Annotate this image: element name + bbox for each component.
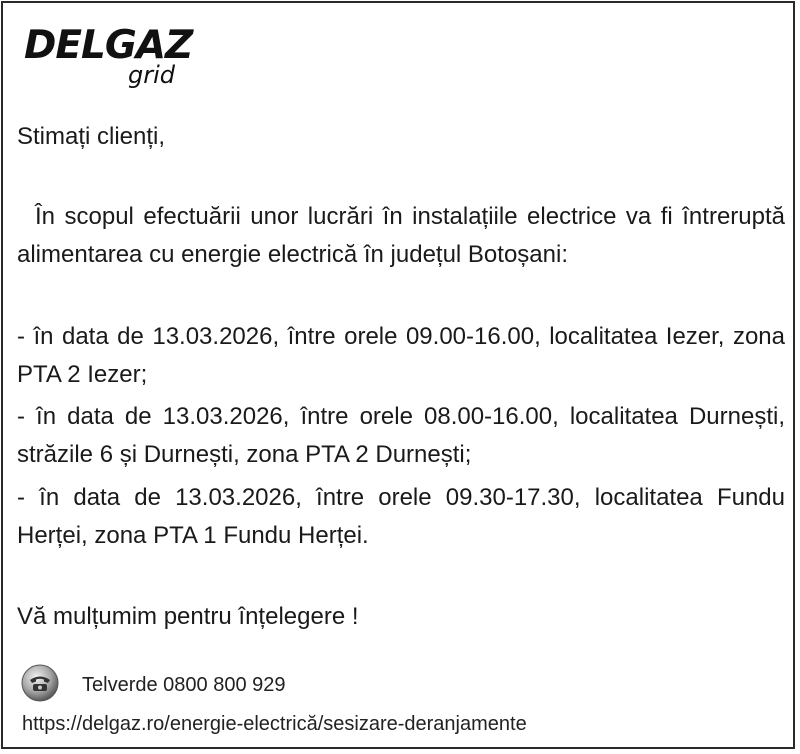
hotline-number: Telverde 0800 800 929 [82, 674, 286, 696]
delgaz-grid-logo [24, 23, 199, 96]
phone-icon [21, 664, 59, 702]
outage-item: - în data de 13.03.2026, între orele 09.30-17.30, localitatea Fundu Herței, zona PTA 1 Fundu Herței. [17, 484, 785, 549]
logo-subtitle: grid [128, 61, 176, 89]
outage-item: - în data de 13.03.2026, între orele 09.00-16.00, localitatea Iezer, zona PTA 2 Iezer; [17, 323, 785, 388]
greeting: Stimați clienți, [17, 123, 166, 150]
outage-item: - în data de 13.03.2026, între orele 08.00-16.00, localitatea Durnești, străzile 6 și Durnești, zona PTA 2 Durnești; [17, 403, 785, 468]
website-link[interactable]: https://delgaz.ro/energie-electrică/sesizare-deranjamente [22, 713, 527, 735]
logo-wordmark: DELGAZ [24, 23, 193, 68]
thanks-line: Vă mulțumim pentru înțelegere ! [17, 603, 359, 630]
intro-paragraph: În scopul efectuării unor lucrări în instalațiile electrice va fi întreruptă alimentarea cu energie electrică în județul Botoșani: [17, 203, 785, 268]
